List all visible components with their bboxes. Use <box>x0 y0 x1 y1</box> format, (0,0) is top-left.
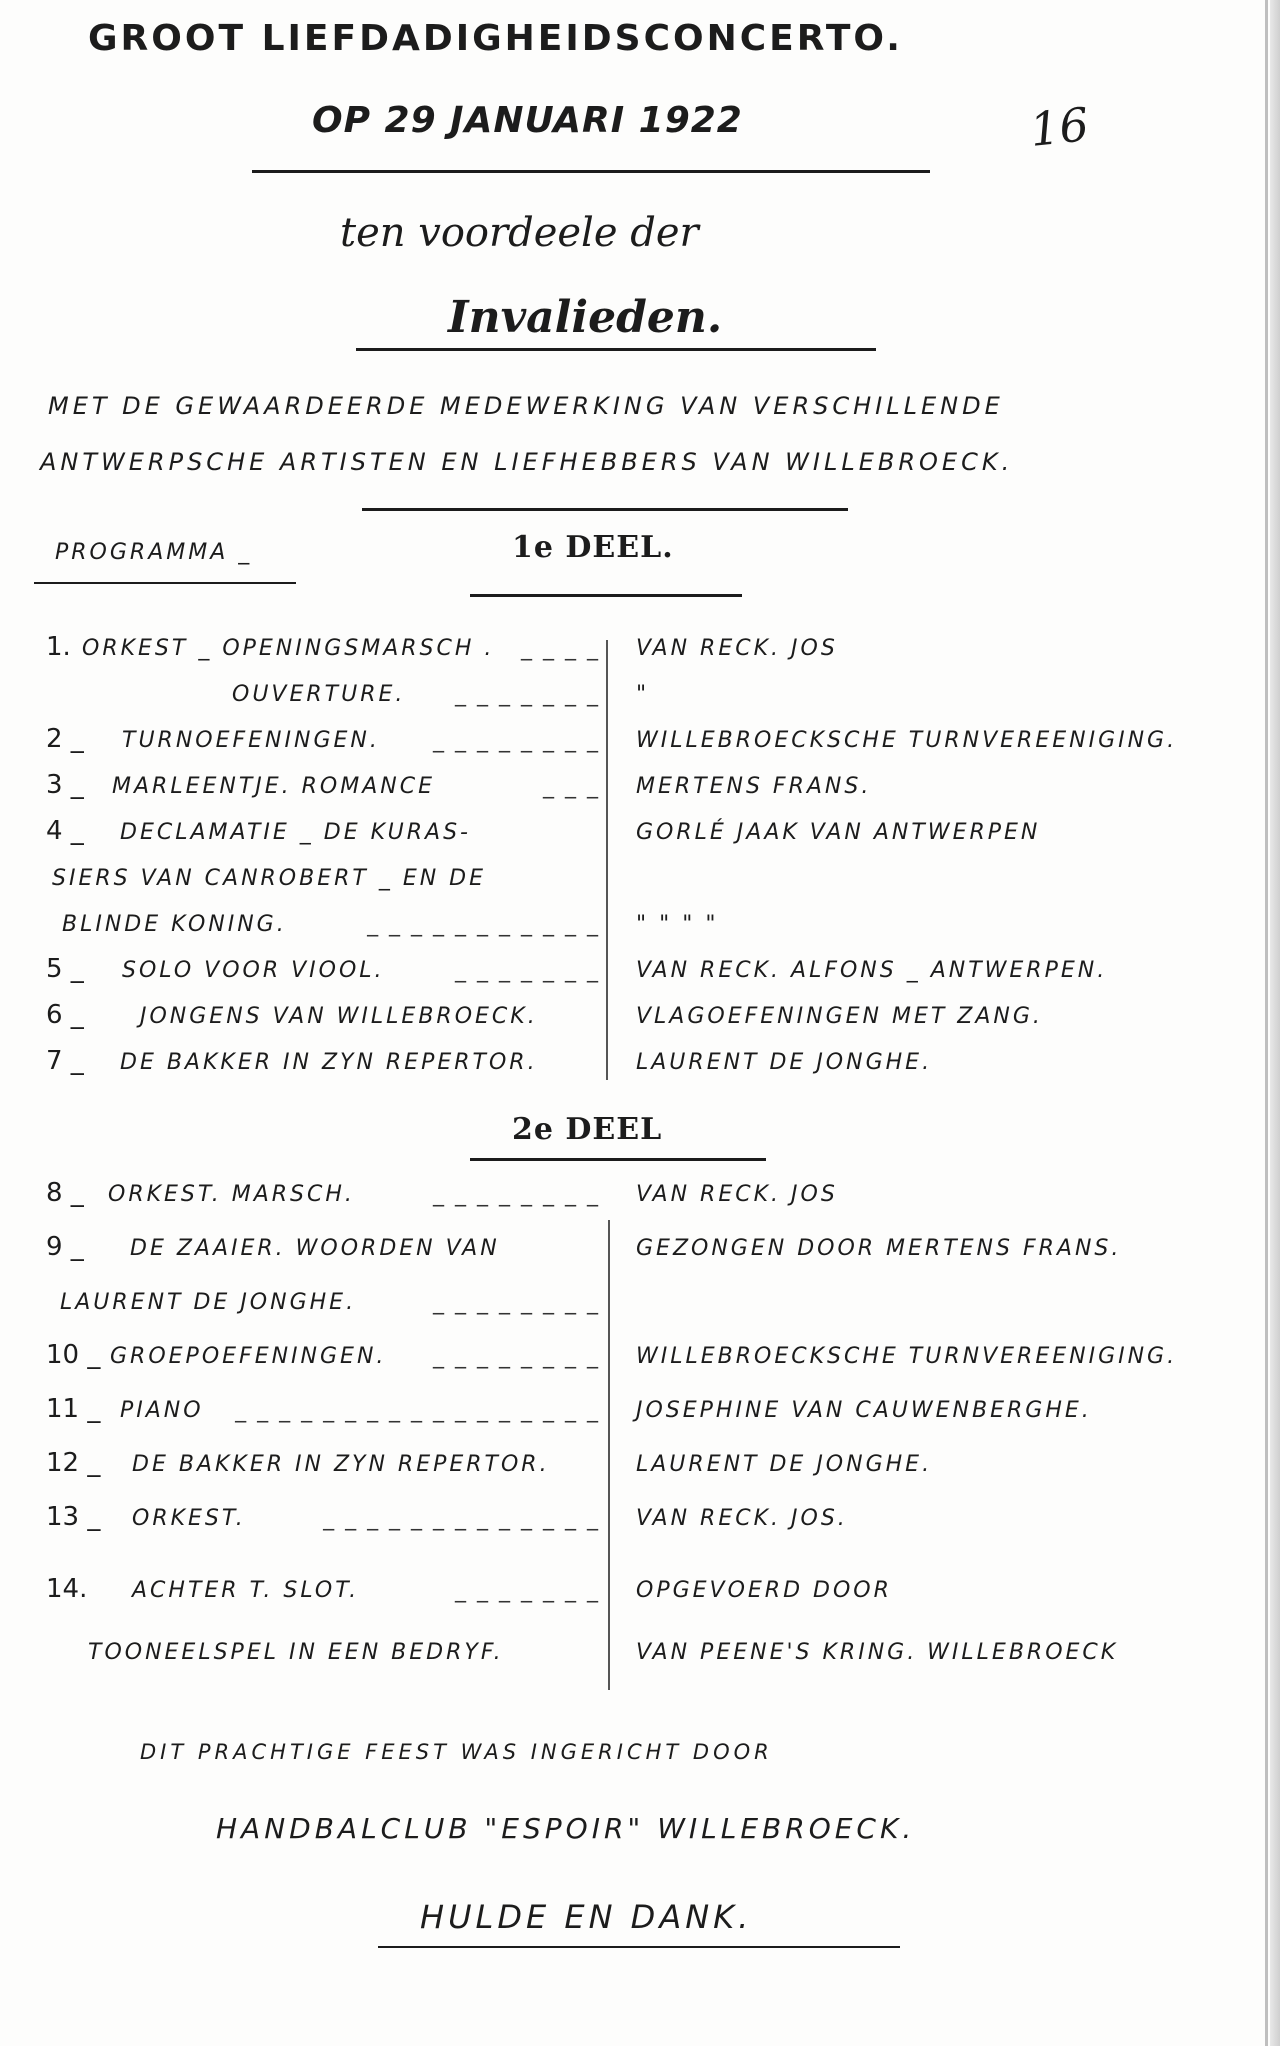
leader-dashes: _ _ _ _ _ _ _ _ <box>433 1344 600 1369</box>
divider-rule <box>356 348 876 351</box>
program-item-performer: LAURENT DE JONGHE. <box>636 1452 933 1477</box>
footer-thanks: HULDE EN DANK. <box>420 1898 753 1936</box>
program-item-title: BLINDE KONING. <box>62 912 287 937</box>
program-item-number: 3 _ <box>46 770 84 800</box>
divider-rule <box>362 508 848 511</box>
program-item-performer: VLAGOEFENINGEN MET ZANG. <box>636 1004 1043 1029</box>
part-2-heading: 2e DEEL <box>512 1112 663 1147</box>
leader-dashes: _ _ _ <box>543 774 600 799</box>
program-item-performer: LAURENT DE JONGHE. <box>636 1050 933 1075</box>
footer-organizer-name: HANDBALCLUB "ESPOIR" WILLEBROECK. <box>216 1812 916 1845</box>
program-item-performer: VAN RECK. JOS. <box>636 1506 848 1531</box>
divider-rule <box>252 170 930 173</box>
program-item-title: GROEPOEFENINGEN. <box>110 1344 387 1369</box>
program-item-title: JONGENS VAN WILLEBROECK. <box>140 1004 538 1029</box>
leader-dashes: _ _ _ _ _ _ _ _ _ _ _ _ _ _ _ _ _ <box>235 1398 600 1423</box>
program-item-performer: MERTENS FRANS. <box>636 774 872 799</box>
subtitle: ten voordeele der <box>340 210 699 256</box>
program-item-performer: GORLÉ JAAK VAN ANTWERPEN <box>636 820 1041 845</box>
program-item-performer: OPGEVOERD DOOR <box>636 1578 892 1603</box>
program-item-number: 7 _ <box>46 1046 84 1076</box>
program-item-number: 6 _ <box>46 1000 84 1030</box>
program-item-number: 8 _ <box>46 1178 84 1208</box>
collaboration-line-2: ANTWERPSCHE ARTISTEN EN LIEFHEBBERS VAN WILLEBROECK. <box>40 448 1014 476</box>
leader-dashes: _ _ _ _ _ _ _ <box>455 682 600 707</box>
page-edge-shadow <box>1270 0 1280 2046</box>
program-item-performer: VAN RECK. ALFONS _ ANTWERPEN. <box>636 958 1108 983</box>
collaboration-line-1: MET DE GEWAARDEERDE MEDEWERKING VAN VERSCHILLENDE <box>48 392 1004 420</box>
page-edge-line <box>1265 0 1268 2046</box>
footer-underline <box>378 1946 900 1948</box>
leader-dashes: _ _ _ _ _ _ _ _ <box>433 1290 600 1315</box>
program-item-title: DECLAMATIE _ DE KURAS- <box>120 820 471 845</box>
footer-organizer-intro: DIT PRACHTIGE FEEST WAS INGERICHT DOOR <box>140 1740 773 1764</box>
program-item-title: DE BAKKER IN ZYN REPERTOR. <box>132 1452 550 1477</box>
part-1-heading: 1e DEEL. <box>512 530 674 565</box>
program-item-title: SOLO VOOR VIOOL. <box>122 958 385 983</box>
leader-dashes: _ _ _ _ _ _ _ _ _ _ _ <box>367 912 600 937</box>
program-item-title: TURNOEFENINGEN. <box>122 728 380 753</box>
program-item-title: PIANO <box>120 1398 204 1423</box>
program-item-title: LAURENT DE JONGHE. <box>60 1290 357 1315</box>
leader-dashes: _ _ _ _ _ _ _ <box>455 1578 600 1603</box>
program-item-number: 10 _ <box>46 1340 101 1370</box>
program-item-title: ORKEST. <box>132 1506 246 1531</box>
programma-underline <box>34 582 296 584</box>
column-separator <box>606 640 608 1080</box>
divider-rule <box>470 594 742 597</box>
program-item-title: ACHTER T. SLOT. <box>132 1578 360 1603</box>
program-item-number: 1. <box>46 632 71 662</box>
program-item-number: 5 _ <box>46 954 84 984</box>
divider-rule <box>470 1158 766 1161</box>
program-item-title: TOONEELSPEL IN EEN BEDRYF. <box>88 1640 504 1665</box>
program-item-title: OUVERTURE. <box>232 682 406 707</box>
program-item-number: 2 _ <box>46 724 84 754</box>
program-item-performer: WILLEBROECKSCHE TURNVEREENIGING. <box>636 728 1178 753</box>
program-item-performer: VAN RECK. JOS <box>636 636 838 661</box>
program-item-performer: " " " " <box>636 912 719 937</box>
program-item-performer: VAN PEENE'S KRING. WILLEBROECK <box>636 1640 1119 1665</box>
leader-dashes: _ _ _ _ <box>521 636 600 661</box>
program-item-number: 11 _ <box>46 1394 101 1424</box>
program-item-performer: " <box>636 682 650 707</box>
program-item-performer: WILLEBROECKSCHE TURNVEREENIGING. <box>636 1344 1178 1369</box>
page-number: 16 <box>1027 97 1092 157</box>
concert-date: OP 29 JANUARI 1922 <box>312 100 743 141</box>
program-item-title: DE BAKKER IN ZYN REPERTOR. <box>120 1050 538 1075</box>
program-item-title: ORKEST. MARSCH. <box>108 1182 355 1207</box>
program-item-title: MARLEENTJE. ROMANCE <box>112 774 435 799</box>
program-item-number: 12 _ <box>46 1448 101 1478</box>
program-item-performer: JOSEPHINE VAN CAUWENBERGHE. <box>636 1398 1092 1423</box>
programma-label: PROGRAMMA _ <box>55 540 253 565</box>
leader-dashes: _ _ _ _ _ _ _ _ <box>433 728 600 753</box>
leader-dashes: _ _ _ _ _ _ _ _ _ _ _ _ _ <box>323 1506 600 1531</box>
program-item-title: DE ZAAIER. WOORDEN VAN <box>130 1236 500 1261</box>
concert-title: GROOT LIEFDADIGHEIDSCONCERTO. <box>88 18 903 59</box>
program-item-number: 4 _ <box>46 816 84 846</box>
program-item-title: ORKEST _ OPENINGSMARSCH . <box>82 636 495 661</box>
column-separator <box>608 1220 610 1690</box>
program-item-number: 13 _ <box>46 1502 101 1532</box>
leader-dashes: _ _ _ _ _ _ _ _ <box>433 1182 600 1207</box>
beneficiary-heading: Invalieden. <box>448 292 723 343</box>
program-item-number: 9 _ <box>46 1232 84 1262</box>
program-item-number: 14. <box>46 1574 88 1604</box>
program-item-performer: GEZONGEN DOOR MERTENS FRANS. <box>636 1236 1122 1261</box>
program-item-performer: VAN RECK. JOS <box>636 1182 838 1207</box>
leader-dashes: _ _ _ _ _ _ _ <box>455 958 600 983</box>
program-item-title: SIERS VAN CANROBERT _ EN DE <box>52 866 487 891</box>
